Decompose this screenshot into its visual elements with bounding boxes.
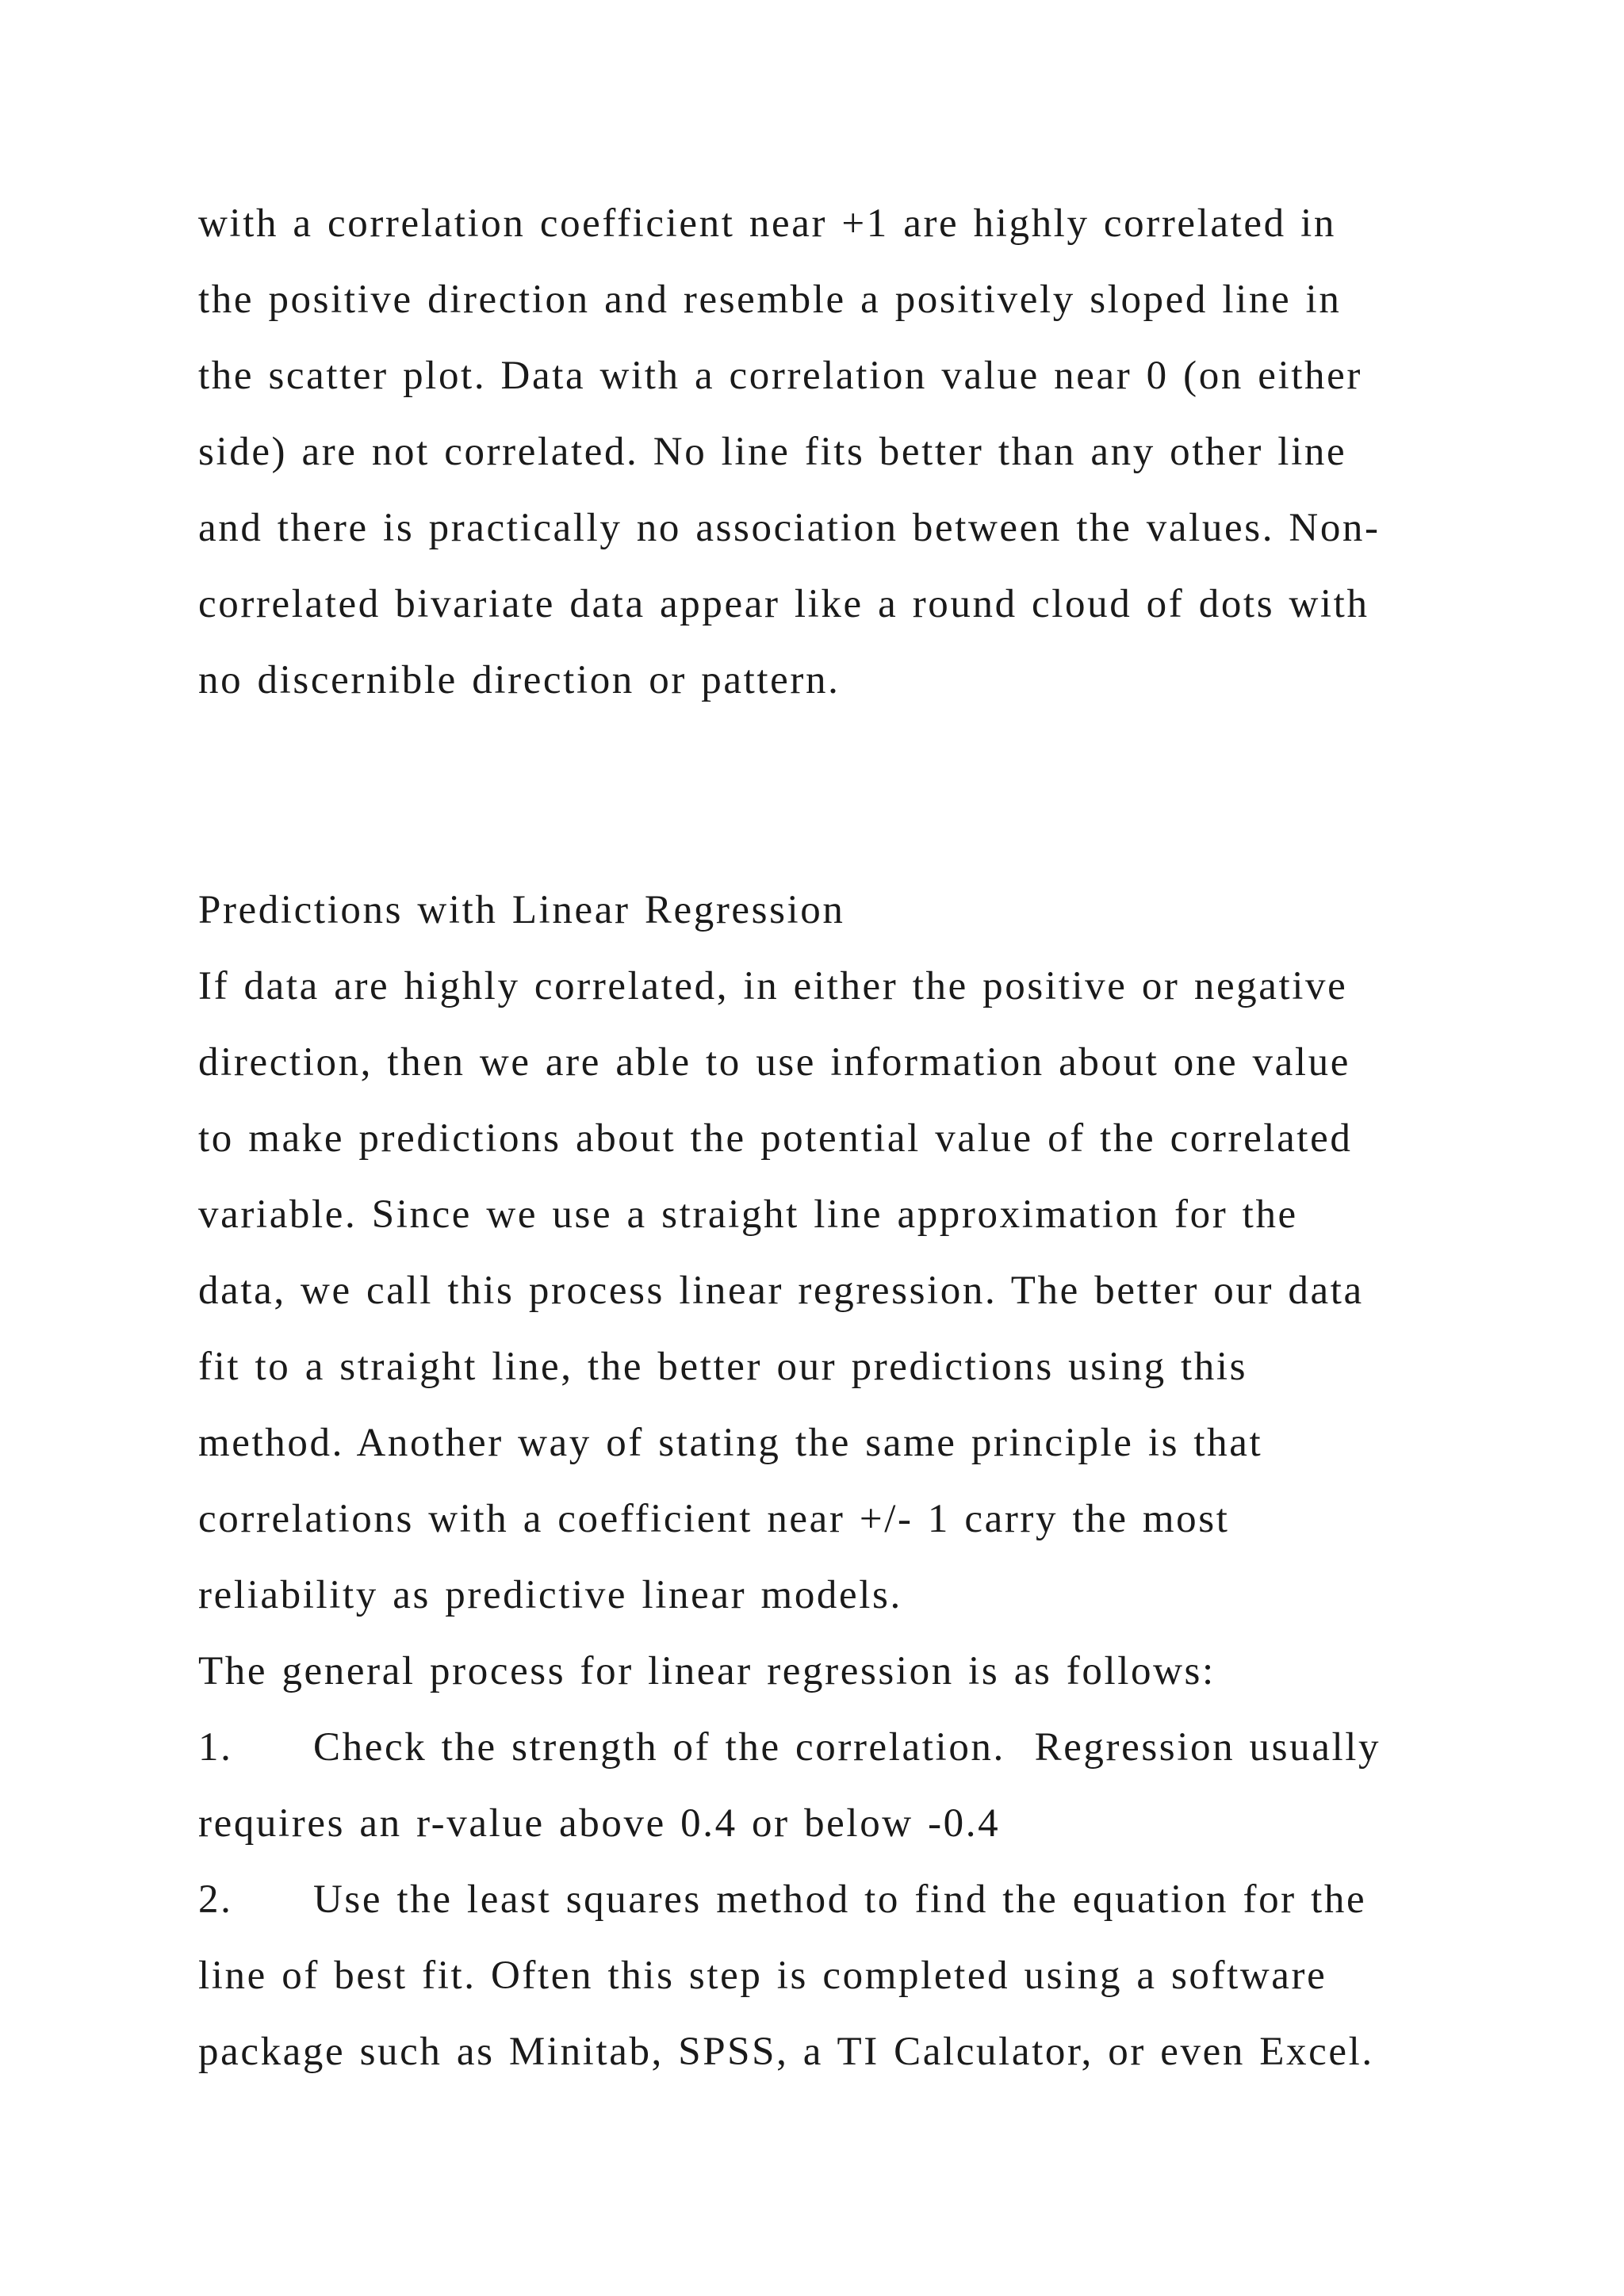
paragraph-line: the positive direction and resemble a positively sloped line in <box>198 277 1342 322</box>
paragraph-line: direction, then we are able to use information about one value <box>198 1040 1351 1085</box>
list-item <box>198 1724 1381 1771</box>
paragraph-line: to make predictions about the potential value of the correlated <box>198 1116 1353 1161</box>
paragraph-line: correlations with a coefficient near +/- 1 carry the most <box>198 1497 1230 1541</box>
paragraph-line: correlated bivariate data appear like a round cloud of dots with <box>198 582 1369 626</box>
section-heading: Predictions with Linear Regression <box>198 888 845 932</box>
list-item-number: 2. <box>198 1877 233 1922</box>
list-item-number: 1. <box>198 1725 233 1770</box>
paragraph-line: the scatter plot. Data with a correlation value near 0 (on either <box>198 354 1362 398</box>
paragraph-line: variable. Since we use a straight line approximation for the <box>198 1192 1298 1237</box>
list-item <box>198 1876 1366 1923</box>
list-item-text: Check the strength of the correlation. Regression usually <box>313 1725 1381 1770</box>
paragraph-line: no discernible direction or pattern. <box>198 658 841 702</box>
paragraph-line: and there is practically no association between the values. Non- <box>198 506 1381 550</box>
process-intro: The general process for linear regression is as follows: <box>198 1649 1216 1693</box>
paragraph-line: side) are not correlated. No line fits better than any other line <box>198 430 1347 474</box>
list-item-continuation: package such as Minitab, SPSS, a TI Calculator, or even Excel. <box>198 2030 1374 2074</box>
list-item-continuation: requires an r-value above 0.4 or below -0.4 <box>198 1801 1001 1846</box>
paragraph-line: If data are highly correlated, in either the positive or negative <box>198 964 1348 1008</box>
paragraph-line: with a correlation coefficient near +1 are highly correlated in <box>198 201 1336 246</box>
paragraph-line: data, we call this process linear regression. The better our data <box>198 1269 1364 1313</box>
paragraph-line: reliability as predictive linear models. <box>198 1573 902 1617</box>
list-item-text: Use the least squares method to find the equation for the <box>313 1877 1367 1922</box>
paragraph-line: method. Another way of stating the same principle is that <box>198 1421 1263 1465</box>
paragraph-line: fit to a straight line, the better our predictions using this <box>198 1345 1248 1389</box>
list-item-continuation: line of best fit. Often this step is completed using a software <box>198 1954 1327 1998</box>
